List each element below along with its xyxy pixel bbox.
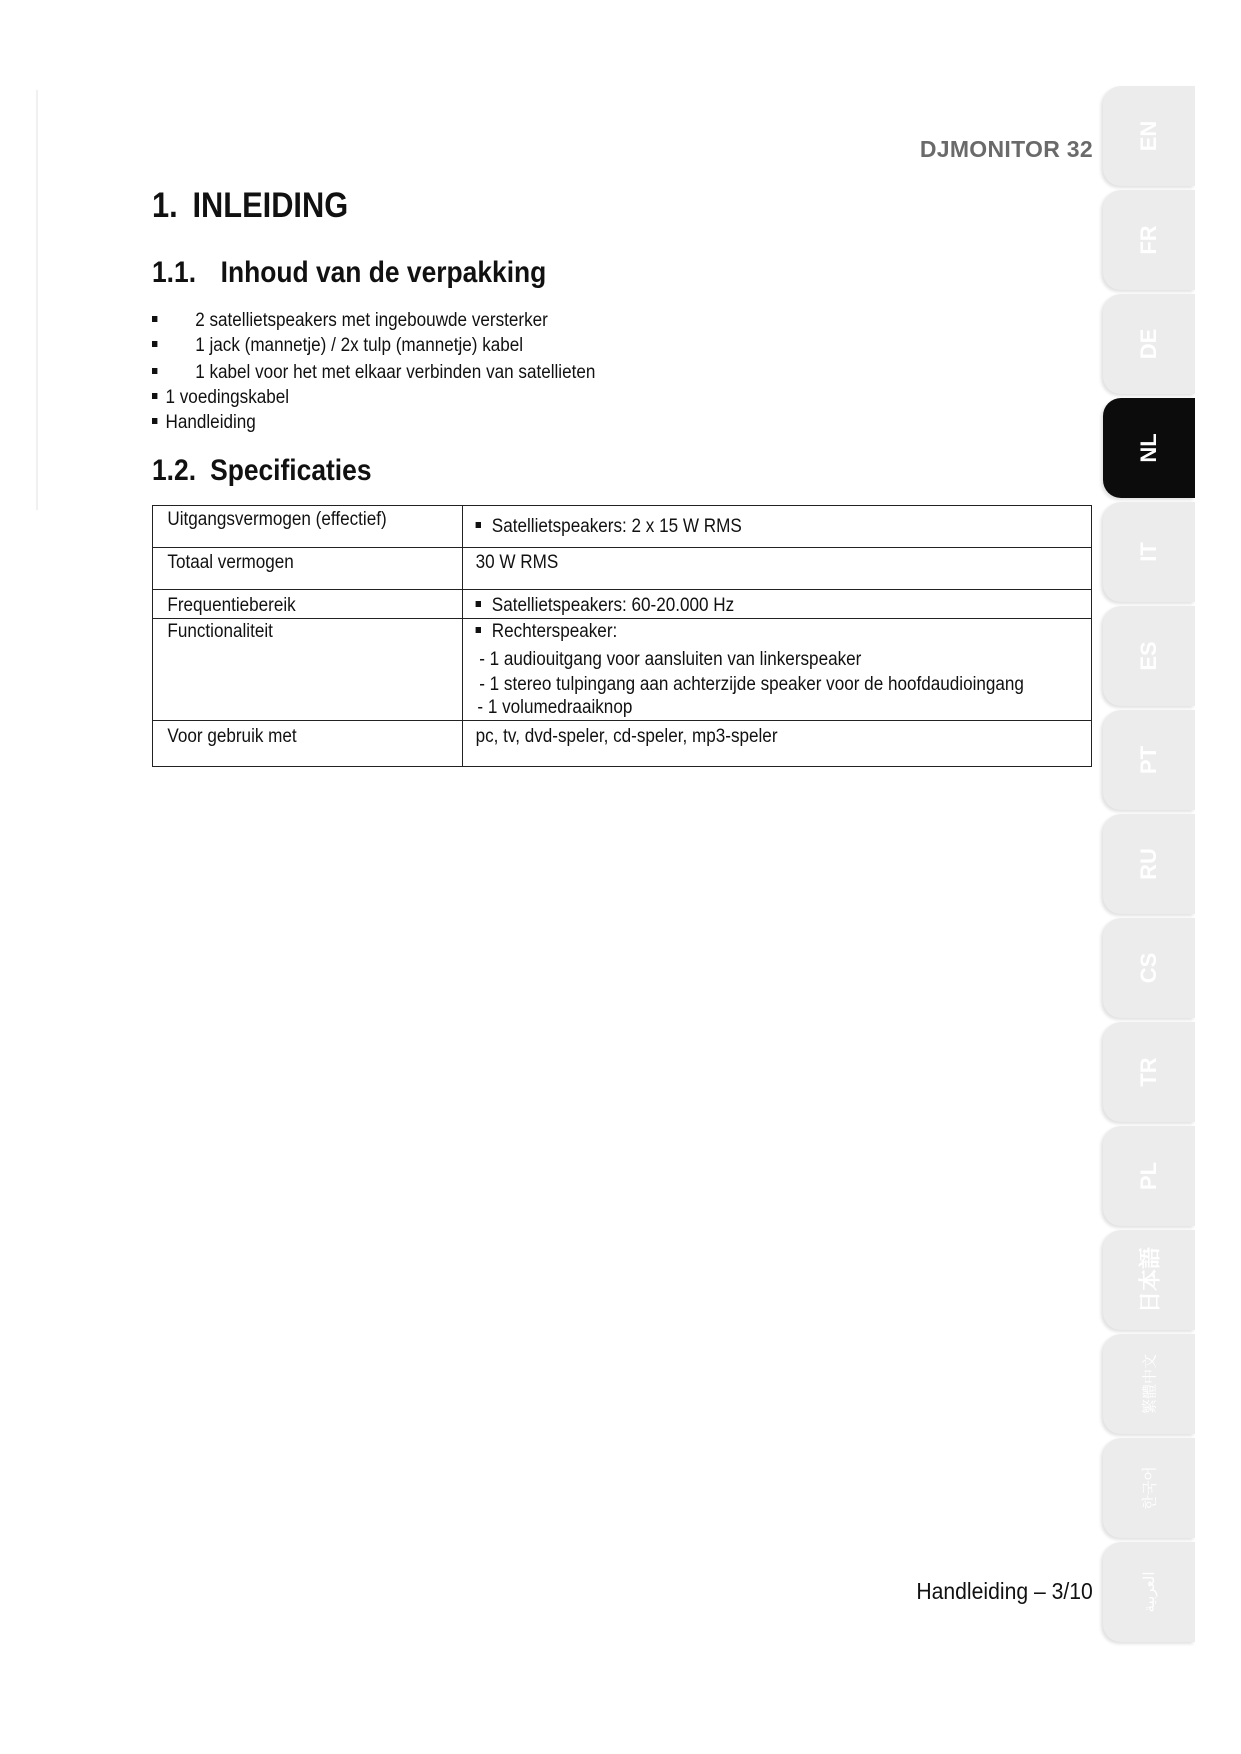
section-heading-1-2: [152, 454, 372, 488]
section-number: 1.1.: [152, 256, 197, 289]
bullet-icon: [152, 418, 157, 424]
tab-es[interactable]: ES: [1103, 606, 1195, 706]
section-number: 1.: [152, 186, 178, 225]
table-row: [153, 590, 1092, 619]
language-tabs: [1103, 86, 1195, 1646]
tab-it[interactable]: IT: [1103, 502, 1195, 602]
spec-value: Rechterspeaker: - 1 audiouitgang voor aansluiten van linkerspeaker - 1 stereo tulpingang aan achterzijde speaker voor de hoofdaudioingang - 1 volumedraaiknop: [463, 619, 1092, 721]
table-row: [153, 548, 1092, 590]
spec-label: Voor gebruik met: [153, 721, 463, 767]
bullet-icon: [152, 341, 157, 347]
table-row: [153, 506, 1092, 548]
spec-value: Satellietspeakers: 60-20.000 Hz: [463, 590, 1092, 619]
section-title: Specificaties: [210, 454, 372, 487]
bullet-icon: [152, 368, 157, 374]
tab-pl[interactable]: PL: [1103, 1126, 1195, 1226]
bullet-icon: [152, 393, 157, 399]
tab-cs[interactable]: CS: [1103, 918, 1195, 1018]
specifications-table: [152, 505, 1092, 767]
section-heading-1-1: [152, 256, 546, 290]
section-title: Inhoud van de verpakking: [220, 256, 547, 289]
list-item: 1 voedingskabel: [152, 385, 595, 410]
table-row: [153, 619, 1092, 721]
bullet-icon: [476, 522, 481, 528]
tab-zh[interactable]: 繁體中文: [1103, 1334, 1195, 1434]
tab-en[interactable]: EN: [1103, 86, 1195, 186]
bullet-icon: [476, 601, 481, 607]
tab-ja[interactable]: 日本語: [1103, 1230, 1195, 1330]
tab-ar[interactable]: العربية: [1103, 1542, 1195, 1642]
spec-value: Satellietspeakers: 2 x 15 W RMS: [463, 506, 1092, 548]
spec-value: pc, tv, dvd-speler, cd-speler, mp3-speler: [463, 721, 1092, 767]
tab-fr[interactable]: FR: [1103, 190, 1195, 290]
bullet-icon: [152, 316, 157, 322]
tab-de[interactable]: DE: [1103, 294, 1195, 394]
bullet-icon: [476, 627, 481, 633]
tab-ko[interactable]: 한국어: [1103, 1438, 1195, 1538]
tab-pt[interactable]: PT: [1103, 710, 1195, 810]
spec-label: Uitgangsvermogen (effectief): [153, 506, 463, 548]
tab-ru[interactable]: RU: [1103, 814, 1195, 914]
table-row: [153, 721, 1092, 767]
spec-label: Totaal vermogen: [153, 548, 463, 590]
spec-label: Functionaliteit: [153, 619, 463, 721]
section-heading-1: [152, 186, 348, 226]
spec-detail: - 1 audiouitgang voor aansluiten van linkerspeaker: [479, 649, 862, 670]
spec-value: 30 W RMS: [463, 548, 1092, 590]
tab-nl[interactable]: NL: [1103, 398, 1195, 498]
section-number: 1.2.: [152, 454, 197, 487]
spec-detail: - 1 volumedraaiknop: [477, 697, 633, 718]
section-title: INLEIDING: [192, 186, 349, 225]
package-contents-list: [152, 308, 645, 435]
tab-tr[interactable]: TR: [1103, 1022, 1195, 1122]
page-edge: [36, 90, 38, 510]
list-item: 1 kabel voor het met elkaar verbinden van satellieten: [152, 360, 595, 385]
spec-label: Frequentiebereik: [153, 590, 463, 619]
product-name: DJMONITOR 32: [919, 136, 1093, 162]
spec-detail: - 1 stereo tulpingang aan achterzijde speaker voor de hoofdaudioingang: [479, 674, 1024, 695]
list-item: 2 satellietspeakers met ingebouwde versterker: [152, 308, 595, 333]
list-item: Handleiding: [152, 410, 595, 435]
page-footer: Handleiding – 3/10: [916, 1578, 1093, 1604]
list-item: 1 jack (mannetje) / 2x tulp (mannetje) kabel: [152, 333, 595, 358]
